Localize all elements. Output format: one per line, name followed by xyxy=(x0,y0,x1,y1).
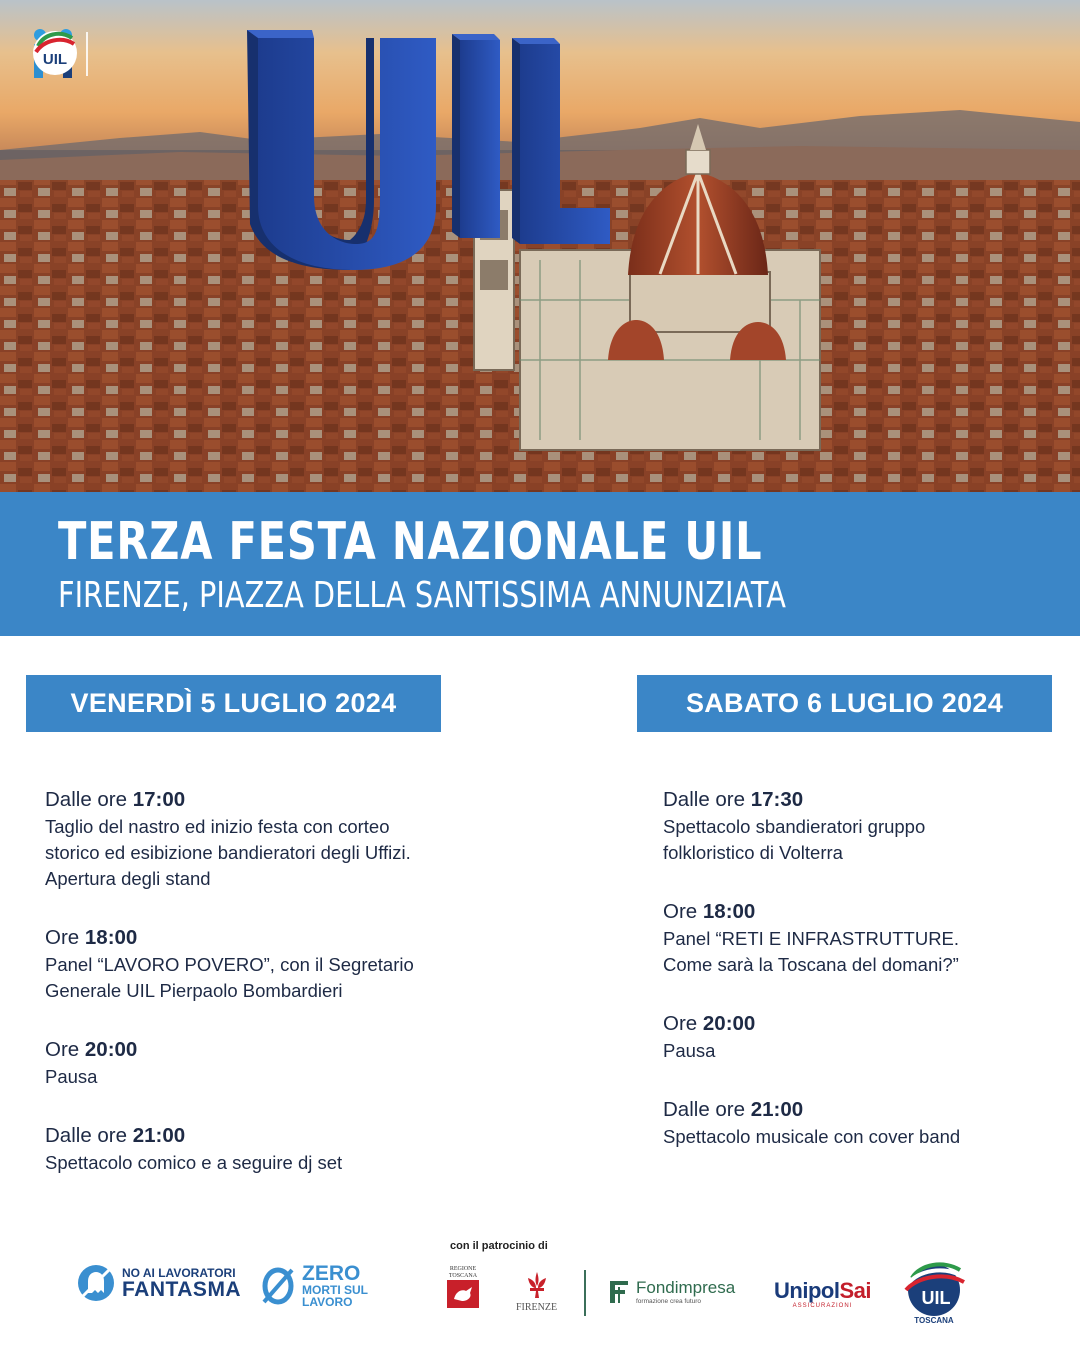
unipolsai-name: UnipolSai xyxy=(774,1278,871,1303)
ghost-icon xyxy=(76,1263,116,1303)
fantasma-line2: FANTASMA xyxy=(122,1277,242,1301)
schedule-item xyxy=(663,1010,1063,1064)
regione-line1: REGIONE xyxy=(449,1266,477,1272)
no-lavoratori-fantasma-logo xyxy=(76,1263,241,1303)
zero-morti-logo xyxy=(258,1263,368,1308)
regione-line2: TOSCANA xyxy=(448,1272,478,1279)
event-time: Ore 20:00 xyxy=(663,1012,756,1035)
schedule-item xyxy=(45,924,605,1004)
uil-toscana-label: TOSCANA xyxy=(914,1316,954,1325)
saturday-heading: SABATO 6 LUGLIO 2024 xyxy=(637,675,1052,732)
comune-firenze-logo xyxy=(516,1270,557,1313)
uil-toscana-logo xyxy=(898,1260,970,1325)
title-band xyxy=(0,492,1080,636)
zero-line3: LAVORO xyxy=(302,1295,353,1309)
fondimpresa-name: Fondimpresa xyxy=(636,1278,736,1297)
sponsor-footer xyxy=(0,1230,1080,1350)
fondimpresa-f-icon xyxy=(608,1279,630,1305)
event-description: Pausa xyxy=(663,1040,716,1061)
event-description: Pausa xyxy=(45,1066,98,1087)
event-description: Taglio del nastro ed inizio festa con corteo storico ed esibizione bandieratori degli Uffizi. Apertura degli stand xyxy=(45,816,411,889)
fantasma-line1: NO AI LAVORATORI xyxy=(122,1265,236,1280)
unipolsai-logo xyxy=(774,1280,871,1309)
event-time: Ore 20:00 xyxy=(45,1038,138,1061)
zero-line1: ZERO xyxy=(302,1262,361,1285)
uil-small-logo-icon xyxy=(42,29,148,79)
logo-separator xyxy=(86,32,88,76)
event-description: Spettacolo musicale con cover band xyxy=(663,1126,961,1147)
pegasus-shield-icon xyxy=(446,1279,480,1309)
event-description: Panel “RETI E INFRASTRUTTURE. Come sarà la Toscana del domani?” xyxy=(663,928,960,975)
event-description: Panel “LAVORO POVERO”, con il Segretario Generale UIL Pierpaolo Bombardieri xyxy=(45,954,414,1001)
saturday-schedule xyxy=(663,786,1063,1182)
patronage-label: con il patrocinio di xyxy=(450,1240,548,1252)
event-time: Dalle ore 17:30 xyxy=(663,788,804,811)
event-time: Dalle ore 21:00 xyxy=(45,1124,186,1147)
unipolsai-tagline: ASSICURAZIONI xyxy=(792,1303,853,1309)
schedule-item xyxy=(663,786,1063,866)
schedule-item xyxy=(45,786,605,892)
uil-toscana-emblem-icon xyxy=(898,1260,970,1318)
event-description: Spettacolo comico e a seguire dj set xyxy=(45,1152,343,1173)
svg-text:UIL: UIL xyxy=(921,1288,951,1308)
header-logos xyxy=(30,28,148,80)
friday-schedule xyxy=(45,786,605,1208)
fondimpresa-tagline: formazione crea futuro xyxy=(636,1298,702,1305)
svg-text:UIL: UIL xyxy=(42,51,68,68)
schedule-item xyxy=(663,1096,1063,1150)
event-time: Ore 18:00 xyxy=(663,900,756,923)
footer-divider xyxy=(584,1270,586,1316)
regione-toscana-logo xyxy=(446,1266,480,1309)
florence-skyline-illustration xyxy=(0,0,1080,492)
event-location: FIRENZE, PIAZZA DELLA SANTISSIMA ANNUNZIATA xyxy=(58,575,786,616)
firenze-label: FIRENZE xyxy=(516,1302,558,1313)
event-time: Dalle ore 17:00 xyxy=(45,788,186,811)
uil-3d-letters xyxy=(247,30,610,270)
schedule-item xyxy=(45,1036,605,1090)
friday-heading: VENERDÌ 5 LUGLIO 2024 xyxy=(26,675,441,732)
zero-line2: MORTI SUL xyxy=(302,1283,368,1297)
schedule-item xyxy=(663,898,1063,978)
event-description: Spettacolo sbandieratori gruppo folkloristico di Volterra xyxy=(663,816,926,863)
event-time: Ore 18:00 xyxy=(45,926,138,949)
page-title: TERZA FESTA NAZIONALE UIL xyxy=(58,512,763,572)
schedule-item xyxy=(45,1122,605,1176)
fondimpresa-logo xyxy=(608,1278,735,1305)
zero-slash-icon xyxy=(258,1266,298,1306)
event-time: Dalle ore 21:00 xyxy=(663,1098,804,1121)
hero-image xyxy=(0,0,1080,492)
florentine-lily-icon xyxy=(524,1270,550,1300)
